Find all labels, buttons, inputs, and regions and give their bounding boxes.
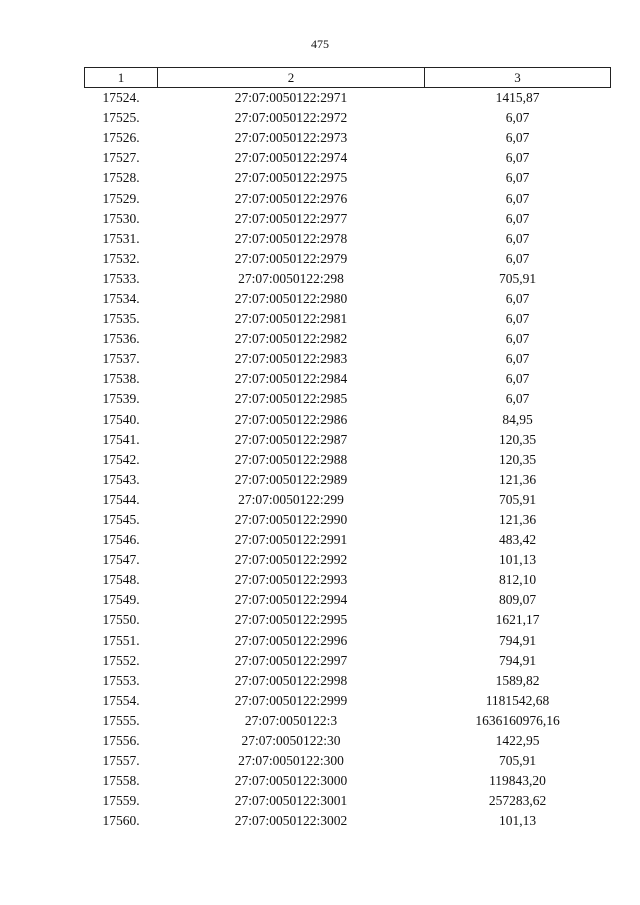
cadastral-number-cell: 27:07:0050122:2994 [234, 592, 348, 608]
cadastral-number-cell: 27:07:0050122:2989 [234, 471, 348, 487]
value-cell: 794,91 [498, 632, 537, 648]
column-header-1: 1 [85, 68, 158, 88]
row-number-cell: 17544. [102, 491, 140, 507]
table-row [85, 631, 611, 651]
cadastral-number-cell: 27:07:0050122:2985 [234, 391, 348, 407]
cadastral-number-cell: 27:07:0050122:2977 [234, 210, 348, 226]
value-cell: 119843,20 [489, 773, 546, 789]
value-cell: 84,95 [502, 411, 533, 427]
table-row [85, 148, 611, 168]
row-number-cell: 17540. [102, 411, 140, 427]
value-cell: 120,35 [498, 431, 537, 447]
cadastral-number-cell: 27:07:0050122:2979 [234, 250, 348, 266]
value-cell: 705,91 [498, 491, 537, 507]
row-number-cell: 17539. [102, 391, 140, 407]
row-number-cell: 17550. [102, 612, 140, 628]
cadastral-number-cell: 27:07:0050122:2972 [234, 110, 348, 126]
cadastral-number-cell: 27:07:0050122:2999 [234, 692, 348, 708]
value-cell: 1636160976,16 [475, 712, 560, 728]
row-number-cell: 17546. [102, 532, 140, 548]
table-row [85, 811, 611, 831]
cadastral-number-cell: 27:07:0050122:2988 [234, 451, 348, 467]
row-number-cell: 17527. [102, 150, 140, 166]
table-row [85, 510, 611, 530]
value-cell: 6,07 [505, 230, 530, 246]
row-number-cell: 17532. [102, 250, 140, 266]
cadastral-number-cell: 27:07:0050122:2992 [234, 552, 348, 568]
value-cell: 1415,87 [495, 90, 540, 106]
row-number-cell: 17560. [102, 813, 140, 829]
row-number-cell: 17555. [102, 712, 140, 728]
cadastral-number-cell: 27:07:0050122:2976 [234, 190, 348, 206]
value-cell: 6,07 [505, 150, 530, 166]
column-header-3: 3 [425, 68, 611, 88]
value-cell: 6,07 [505, 250, 530, 266]
row-number-cell: 17535. [102, 311, 140, 327]
cadastral-number-cell: 27:07:0050122:2971 [234, 90, 348, 106]
table-body [85, 88, 611, 832]
table-row [85, 570, 611, 590]
value-cell: 809,07 [498, 592, 537, 608]
table-row [85, 188, 611, 208]
row-number-cell: 17531. [102, 230, 140, 246]
table-row [85, 791, 611, 811]
value-cell: 6,07 [505, 130, 530, 146]
table-row [85, 490, 611, 510]
table-row [85, 691, 611, 711]
cadastral-number-cell: 27:07:0050122:2993 [234, 572, 348, 588]
cadastral-number-cell: 27:07:0050122:30 [241, 733, 341, 749]
cadastral-number-cell: 27:07:0050122:2986 [234, 411, 348, 427]
value-cell: 6,07 [505, 311, 530, 327]
table-row [85, 249, 611, 269]
value-cell: 483,42 [498, 532, 537, 548]
cadastral-number-cell: 27:07:0050122:2983 [234, 351, 348, 367]
table-row [85, 329, 611, 349]
value-cell: 257283,62 [488, 793, 547, 809]
value-cell: 1181542,68 [485, 692, 550, 708]
table-row [85, 651, 611, 671]
table-row [85, 168, 611, 188]
cadastral-number-cell: 27:07:0050122:3 [244, 712, 338, 728]
row-number-cell: 17533. [102, 270, 140, 286]
table-row [85, 229, 611, 249]
table-row [85, 289, 611, 309]
cadastral-number-cell: 27:07:0050122:2980 [234, 290, 348, 306]
value-cell: 101,13 [498, 552, 537, 568]
cadastral-number-cell: 27:07:0050122:2996 [234, 632, 348, 648]
table-row [85, 771, 611, 791]
cadastral-number-cell: 27:07:0050122:3001 [234, 793, 348, 809]
table-row [85, 108, 611, 128]
value-cell: 6,07 [505, 110, 530, 126]
value-cell: 6,07 [505, 290, 530, 306]
row-number-cell: 17547. [102, 552, 140, 568]
value-cell: 121,36 [498, 471, 537, 487]
row-number-cell: 17542. [102, 451, 140, 467]
cadastral-number-cell: 27:07:0050122:2997 [234, 652, 348, 668]
row-number-cell: 17549. [102, 592, 140, 608]
row-number-cell: 17537. [102, 351, 140, 367]
cadastral-number-cell: 27:07:0050122:2984 [234, 371, 348, 387]
row-number-cell: 17552. [102, 652, 140, 668]
value-cell: 6,07 [505, 331, 530, 347]
table-row [85, 128, 611, 148]
cadastral-number-cell: 27:07:0050122:3000 [234, 773, 348, 789]
cadastral-number-cell: 27:07:0050122:299 [238, 491, 344, 507]
column-header-2: 2 [158, 68, 425, 88]
value-cell: 6,07 [505, 190, 530, 206]
row-number-cell: 17528. [102, 170, 140, 186]
row-number-cell: 17551. [102, 632, 140, 648]
cadastral-number-cell: 27:07:0050122:2974 [234, 150, 348, 166]
value-cell: 705,91 [498, 270, 537, 286]
value-cell: 6,07 [505, 210, 530, 226]
table-row [85, 550, 611, 570]
row-number-cell: 17536. [102, 331, 140, 347]
cadastral-number-cell: 27:07:0050122:2990 [234, 512, 348, 528]
row-number-cell: 17557. [102, 753, 140, 769]
cadastral-number-cell: 27:07:0050122:2975 [234, 170, 348, 186]
table-row [85, 731, 611, 751]
cadastral-number-cell: 27:07:0050122:2982 [234, 331, 348, 347]
table-row [85, 751, 611, 771]
value-cell: 794,91 [498, 652, 537, 668]
page-number: 475 [311, 37, 329, 51]
table-row [85, 590, 611, 610]
table-row [85, 610, 611, 630]
table-row [85, 369, 611, 389]
value-cell: 1589,82 [495, 672, 540, 688]
table-row [85, 711, 611, 731]
value-cell: 705,91 [498, 753, 537, 769]
row-number-cell: 17554. [102, 692, 140, 708]
cadastral-number-cell: 27:07:0050122:2998 [234, 672, 348, 688]
row-number-cell: 17525. [102, 110, 140, 126]
cadastral-number-cell: 27:07:0050122:300 [238, 753, 344, 769]
table-row [85, 309, 611, 329]
row-number-cell: 17558. [102, 773, 140, 789]
table-row [85, 530, 611, 550]
cadastral-number-cell: 27:07:0050122:298 [238, 270, 344, 286]
value-cell: 1621,17 [495, 612, 540, 628]
row-number-cell: 17545. [102, 512, 140, 528]
row-number-cell: 17553. [102, 672, 140, 688]
row-number-cell: 17530. [102, 210, 140, 226]
table-row [85, 88, 611, 109]
row-number-cell: 17534. [102, 290, 140, 306]
cadastral-number-cell: 27:07:0050122:2995 [234, 612, 348, 628]
row-number-cell: 17541. [102, 431, 140, 447]
cadastral-number-cell: 27:07:0050122:2973 [234, 130, 348, 146]
value-cell: 6,07 [505, 371, 530, 387]
table-row [85, 470, 611, 490]
row-number-cell: 17548. [102, 572, 140, 588]
table-row [85, 450, 611, 470]
value-cell: 6,07 [505, 170, 530, 186]
table-row [85, 269, 611, 289]
table-row [85, 410, 611, 430]
cadastral-number-cell: 27:07:0050122:2987 [234, 431, 348, 447]
row-number-cell: 17538. [102, 371, 140, 387]
cadastral-number-cell: 27:07:0050122:2978 [234, 230, 348, 246]
row-number-cell: 17543. [102, 471, 140, 487]
table-row [85, 671, 611, 691]
data-table [84, 67, 611, 831]
cadastral-number-cell: 27:07:0050122:3002 [234, 813, 348, 829]
row-number-cell: 17526. [102, 130, 140, 146]
table-header-row [85, 68, 611, 88]
value-cell: 101,13 [498, 813, 537, 829]
cadastral-number-cell: 27:07:0050122:2981 [234, 311, 348, 327]
cadastral-number-cell: 27:07:0050122:2991 [234, 532, 348, 548]
row-number-cell: 17529. [102, 190, 140, 206]
value-cell: 1422,95 [495, 733, 540, 749]
row-number-cell: 17559. [102, 793, 140, 809]
value-cell: 120,35 [498, 451, 537, 467]
row-number-cell: 17556. [102, 733, 140, 749]
value-cell: 121,36 [498, 512, 537, 528]
table-row [85, 209, 611, 229]
value-cell: 6,07 [505, 391, 530, 407]
value-cell: 6,07 [505, 351, 530, 367]
table-row [85, 430, 611, 450]
table-row [85, 349, 611, 369]
value-cell: 812,10 [498, 572, 537, 588]
table-row [85, 389, 611, 409]
row-number-cell: 17524. [102, 90, 140, 106]
